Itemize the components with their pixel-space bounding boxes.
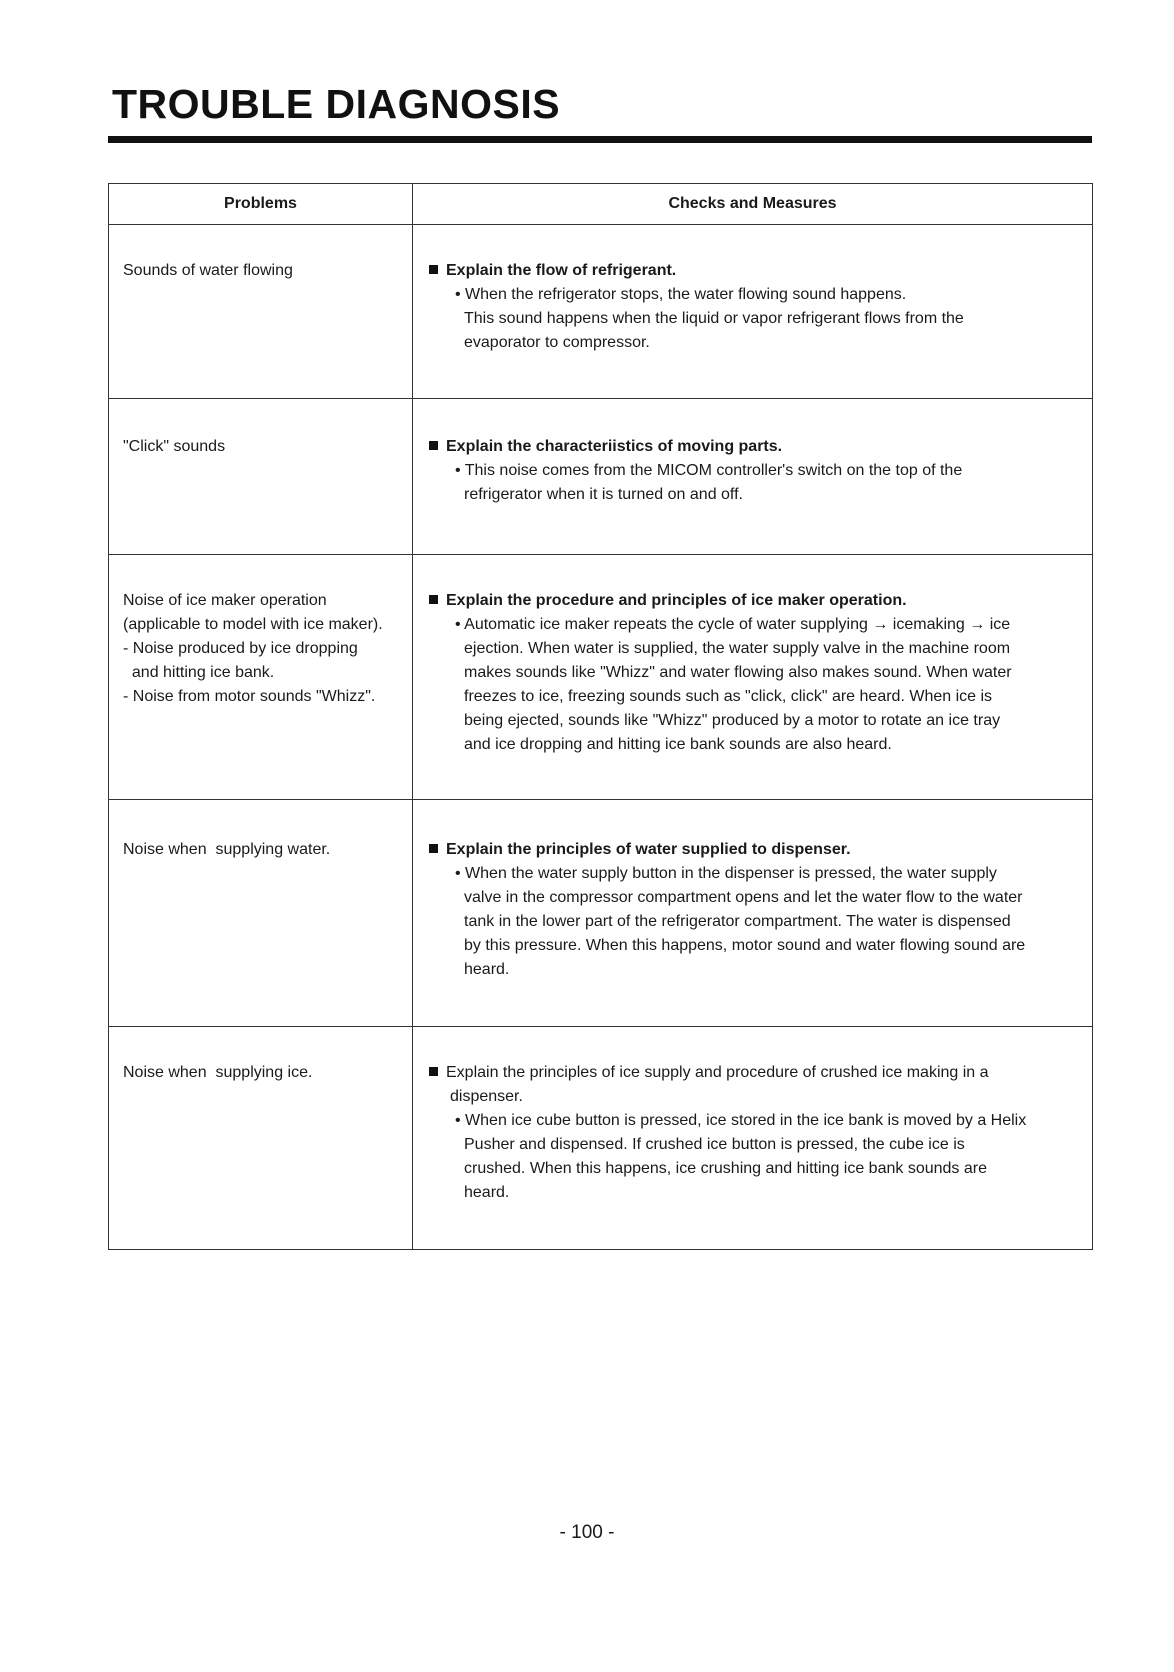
detail-line: by this pressure. When this happens, motor sound and water flowing sound are (464, 937, 1026, 954)
measure-heading-continued: dispenser. (450, 1088, 523, 1105)
measure-heading: Explain the characteriistics of moving parts. (429, 435, 1086, 459)
detail-line: ejection. When water is supplied, the water supply valve in the machine room (464, 640, 1011, 657)
table-row (109, 800, 1093, 1027)
title-rule (108, 136, 1092, 143)
measure-detail (429, 459, 1086, 507)
measure-heading: Explain the procedure and principles of ice maker operation. (429, 589, 1086, 613)
detail-line: makes sounds like "Whizz" and water flowing also makes sound. When water (464, 664, 1012, 681)
diagnosis-table (108, 183, 1093, 1250)
square-bullet-icon (429, 265, 438, 274)
detail-line: • When ice cube button is pressed, ice stored in the ice bank is moved by a Helix (455, 1112, 1027, 1129)
square-bullet-icon (429, 844, 438, 853)
problem-cell (109, 800, 413, 1027)
problem-cell (109, 555, 413, 800)
table-row (109, 225, 1093, 399)
measure-heading: Explain the principles of ice supply and procedure of crushed ice making in a (429, 1061, 1086, 1085)
detail-line: tank in the lower part of the refrigerator compartment. The water is dispensed (464, 913, 1011, 930)
problem-cell (109, 225, 413, 399)
table-row (109, 399, 1093, 555)
problem-cell (109, 1027, 413, 1250)
detail-line: This sound happens when the liquid or vapor refrigerant flows from the (464, 310, 964, 327)
detail-line: and ice dropping and hitting ice bank sounds are also heard. (464, 736, 892, 753)
detail-line: crushed. When this happens, ice crushing and hitting ice bank sounds are (464, 1160, 987, 1177)
square-bullet-icon (429, 441, 438, 450)
square-bullet-icon (429, 595, 438, 604)
detail-line: • Automatic ice maker repeats the cycle of water supplying → icemaking → ice (455, 616, 1011, 633)
table-row (109, 1027, 1093, 1250)
detail-line: • When the water supply button in the dispenser is pressed, the water supply (455, 865, 997, 882)
header-problems: Problems (109, 184, 413, 225)
page-title: TROUBLE DIAGNOSIS (112, 81, 561, 127)
problem-cell (109, 399, 413, 555)
header-checks-measures: Checks and Measures (413, 184, 1093, 225)
measure-detail (429, 283, 1086, 355)
detail-line: heard. (464, 1184, 510, 1201)
detail-line: • This noise comes from the MICOM controller's switch on the top of the (455, 462, 963, 479)
detail-line: • When the refrigerator stops, the water flowing sound happens. (455, 286, 907, 303)
detail-line: being ejected, sounds like "Whizz" produced by a motor to rotate an ice tray (464, 712, 1001, 729)
problem-line: - Noise from motor sounds "Whizz". (123, 688, 376, 705)
measure-cell (413, 555, 1093, 800)
measure-detail (429, 613, 1086, 757)
problem-line: "Click" sounds (123, 438, 226, 455)
problem-line: Noise when supplying ice. (123, 1064, 313, 1081)
problem-line: - Noise produced by ice dropping (123, 640, 358, 657)
table-header-row (109, 184, 1093, 225)
measure-cell (413, 225, 1093, 399)
problem-line: and hitting ice bank. (123, 664, 275, 681)
page-number: - 100 - (559, 1522, 615, 1543)
measure-heading: Explain the principles of water supplied to dispenser. (429, 838, 1086, 862)
measure-detail (429, 862, 1086, 982)
problem-line: Sounds of water flowing (123, 262, 293, 279)
measure-cell (413, 399, 1093, 555)
problem-line: Noise when supplying water. (123, 841, 331, 858)
detail-line: heard. (464, 961, 510, 978)
measure-detail (429, 1109, 1086, 1205)
problem-line: (applicable to model with ice maker). (123, 616, 383, 633)
detail-line: valve in the compressor compartment opens and let the water flow to the water (464, 889, 1023, 906)
measure-cell (413, 800, 1093, 1027)
measure-heading: Explain the flow of refrigerant. (429, 259, 1086, 283)
table-row (109, 555, 1093, 800)
detail-line: Pusher and dispensed. If crushed ice button is pressed, the cube ice is (464, 1136, 965, 1153)
problem-line: Noise of ice maker operation (123, 592, 327, 609)
detail-line: freezes to ice, freezing sounds such as "click, click" are heard. When ice is (464, 688, 993, 705)
detail-line: evaporator to compressor. (464, 334, 650, 351)
square-bullet-icon (429, 1067, 438, 1076)
measure-cell (413, 1027, 1093, 1250)
detail-line: refrigerator when it is turned on and off. (464, 486, 743, 503)
